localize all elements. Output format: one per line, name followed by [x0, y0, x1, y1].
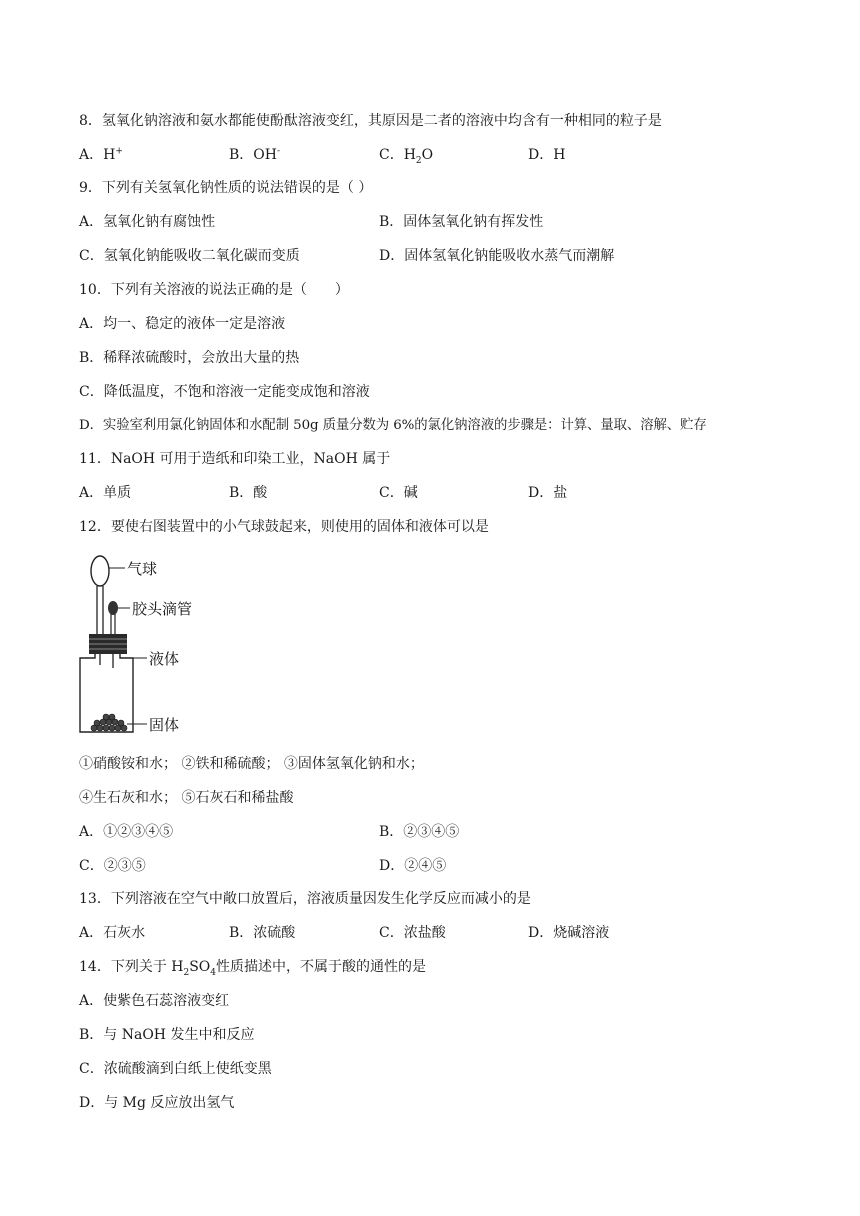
q9-stem: 9．下列有关氢氧化钠性质的说法错误的是（ ） — [79, 180, 373, 196]
q9-option-b: B．固体氢氧化钠有挥发性 — [379, 214, 544, 230]
q10-option-c: C．降低温度，不饱和溶液一定能变成饱和溶液 — [79, 384, 370, 400]
q14-option-d: D．与 Mg 反应放出氢气 — [79, 1095, 235, 1111]
q10-option-d: D．实验室利用氯化钠固体和水配制 50g 质量分数为 6%的氯化钠溶液的步骤是：计算、量取、溶解、贮存 — [79, 418, 707, 433]
q10-stem: 10．下列有关溶液的说法正确的是（ ） — [79, 282, 349, 298]
q13-option-c: C．浓盐酸 — [379, 925, 446, 941]
q13-option-a: A．石灰水 — [79, 925, 146, 941]
q12-items-line2: ④生石灰和水； ⑤石灰石和稀盐酸 — [79, 790, 294, 806]
q11-option-d: D．盐 — [528, 485, 568, 501]
q13-option-d: D．烧碱溶液 — [528, 925, 610, 941]
q12-option-b: B．②③④⑤ — [379, 824, 460, 840]
q14-option-c: C．浓硫酸滴到白纸上使纸变黑 — [79, 1061, 272, 1077]
dropper-bulb — [108, 601, 118, 615]
q11-stem: 11．NaOH 可用于造纸和印染工业，NaOH 属于 — [79, 451, 391, 467]
q12-option-d: D．②④⑤ — [379, 858, 447, 874]
q8-stem: 8．氢氧化钠溶液和氨水都能使酚酞溶液变红，其原因是二者的溶液中均含有一种相同的粒子是 — [79, 113, 662, 129]
q10-option-b: B．稀释浓硫酸时，会放出大量的热 — [79, 350, 300, 366]
q10-option-a: A．均一、稳定的液体一定是溶液 — [79, 316, 286, 332]
q12-stem: 12．要使右图装置中的小气球鼓起来，则使用的固体和液体可以是 — [79, 519, 489, 535]
q11-option-b: B．酸 — [229, 485, 268, 501]
label-dropper: 胶头滴管 — [132, 600, 193, 618]
q13-stem: 13．下列溶液在空气中敞口放置后，溶液质量因发生化学反应而减小的是 — [79, 891, 531, 907]
solid-particles — [91, 714, 127, 731]
q11-option-a: A．单质 — [79, 485, 132, 501]
q9-option-d: D．固体氢氧化钠能吸收水蒸气而潮解 — [379, 248, 615, 264]
q14-option-a: A．使紫色石蕊溶液变红 — [79, 993, 230, 1009]
q11-option-c: C．碱 — [379, 485, 418, 501]
q8-option-c: C．$H_2O$ — [379, 147, 434, 166]
q9-option-a: A．氢氧化钠有腐蚀性 — [79, 214, 216, 230]
q8-option-a: A．H+ — [79, 146, 123, 163]
q12-option-c: C．②③⑤ — [79, 858, 146, 874]
q12-option-a: A．①②③④⑤ — [79, 824, 174, 840]
balloon-shape — [91, 556, 109, 586]
q13-option-b: B．浓硫酸 — [229, 925, 296, 941]
label-solid: 固体 — [149, 716, 180, 734]
q12-items-line1: ①硝酸铵和水； ②铁和稀硫酸； ③固体氢氧化钠和水； — [79, 756, 424, 772]
q8-option-d: D．H — [528, 147, 566, 163]
label-liquid: 液体 — [149, 650, 180, 668]
label-balloon: 气球 — [127, 560, 158, 578]
q8-option-b: B．OH- — [229, 146, 281, 163]
q14-option-b: B．与 NaOH 发生中和反应 — [79, 1027, 255, 1043]
q9-option-c: C．氢氧化钠能吸收二氧化碳而变质 — [79, 248, 300, 264]
q14-stem: 14．下列关于 $H_2SO_4$性质描述中，不属于酸的通性的是 — [79, 959, 427, 978]
apparatus-figure — [75, 550, 215, 740]
